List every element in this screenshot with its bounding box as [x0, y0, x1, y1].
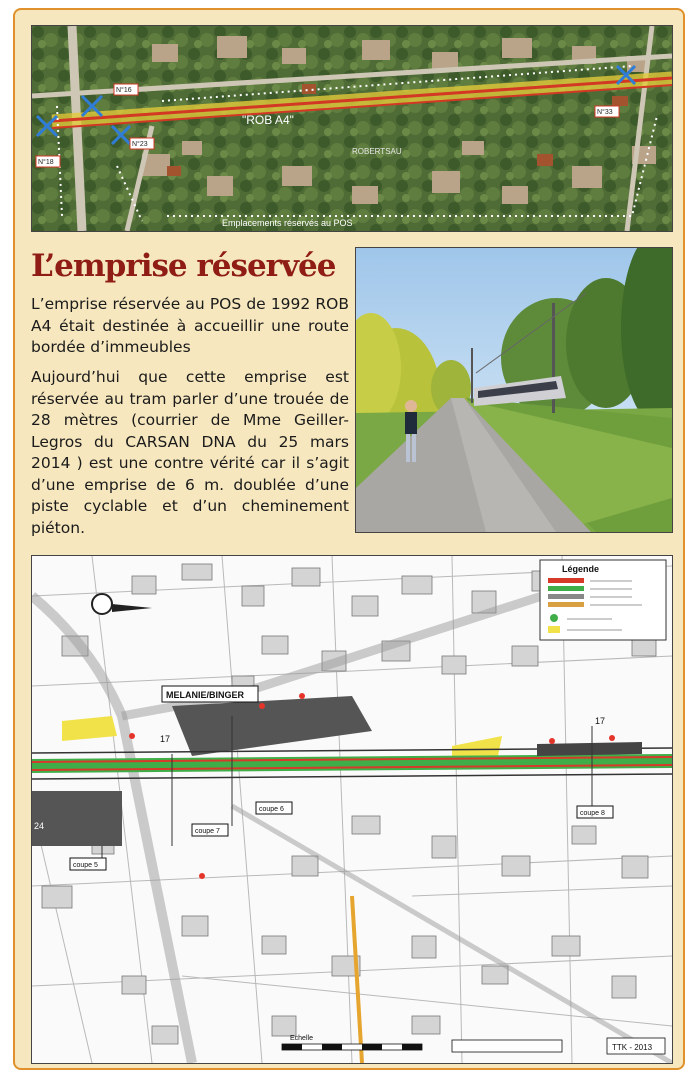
coupe-label: coupe 8 [580, 810, 605, 817]
paragraph-intro: L’emprise réservée au POS de 1992 ROB A4 était destinée à accueillir une route bordée d’immeubles [31, 295, 349, 356]
article-card [13, 8, 685, 1070]
marker-label: N°23 [132, 141, 148, 148]
station-number: 17 [160, 734, 171, 744]
street-label: ROBERTSAU [352, 147, 402, 156]
route-label: "ROB A4" [242, 113, 294, 127]
paragraph-body: Aujourd’hui que cette emprise est réservée au tram parler d’une trouée de 28 mètres (courrier de Mme Geiller-Legros du CARSAN DNA du 25 mars 2014 ) est une contre vérité car il s’agit d’une emprise de 6 m. doublée d’une piste cyclable et d’un cheminement piéton. [31, 368, 349, 537]
marker-label: N°16 [116, 87, 132, 94]
legend-title: Légende [562, 564, 600, 574]
aerial-caption: Emplacements réservés au POS [222, 218, 353, 228]
tram-illustration [355, 247, 673, 533]
plan-footer: TTK - 2013 [612, 1043, 653, 1052]
station-number: 17 [595, 716, 606, 726]
coupe-label: coupe 6 [259, 806, 284, 813]
marker-label: N°33 [597, 109, 613, 116]
station-number: 24 [34, 821, 45, 831]
coupe-label: coupe 7 [195, 828, 220, 835]
aerial-map-image [31, 25, 673, 232]
engineering-plan [31, 555, 673, 1064]
location-label: MELANIE/BINGER [166, 690, 245, 700]
marker-label: N°18 [38, 159, 54, 166]
article-title: L’emprise réservée [31, 248, 336, 284]
coupe-label: coupe 5 [73, 862, 98, 869]
scale-label: Echelle [290, 1035, 313, 1042]
